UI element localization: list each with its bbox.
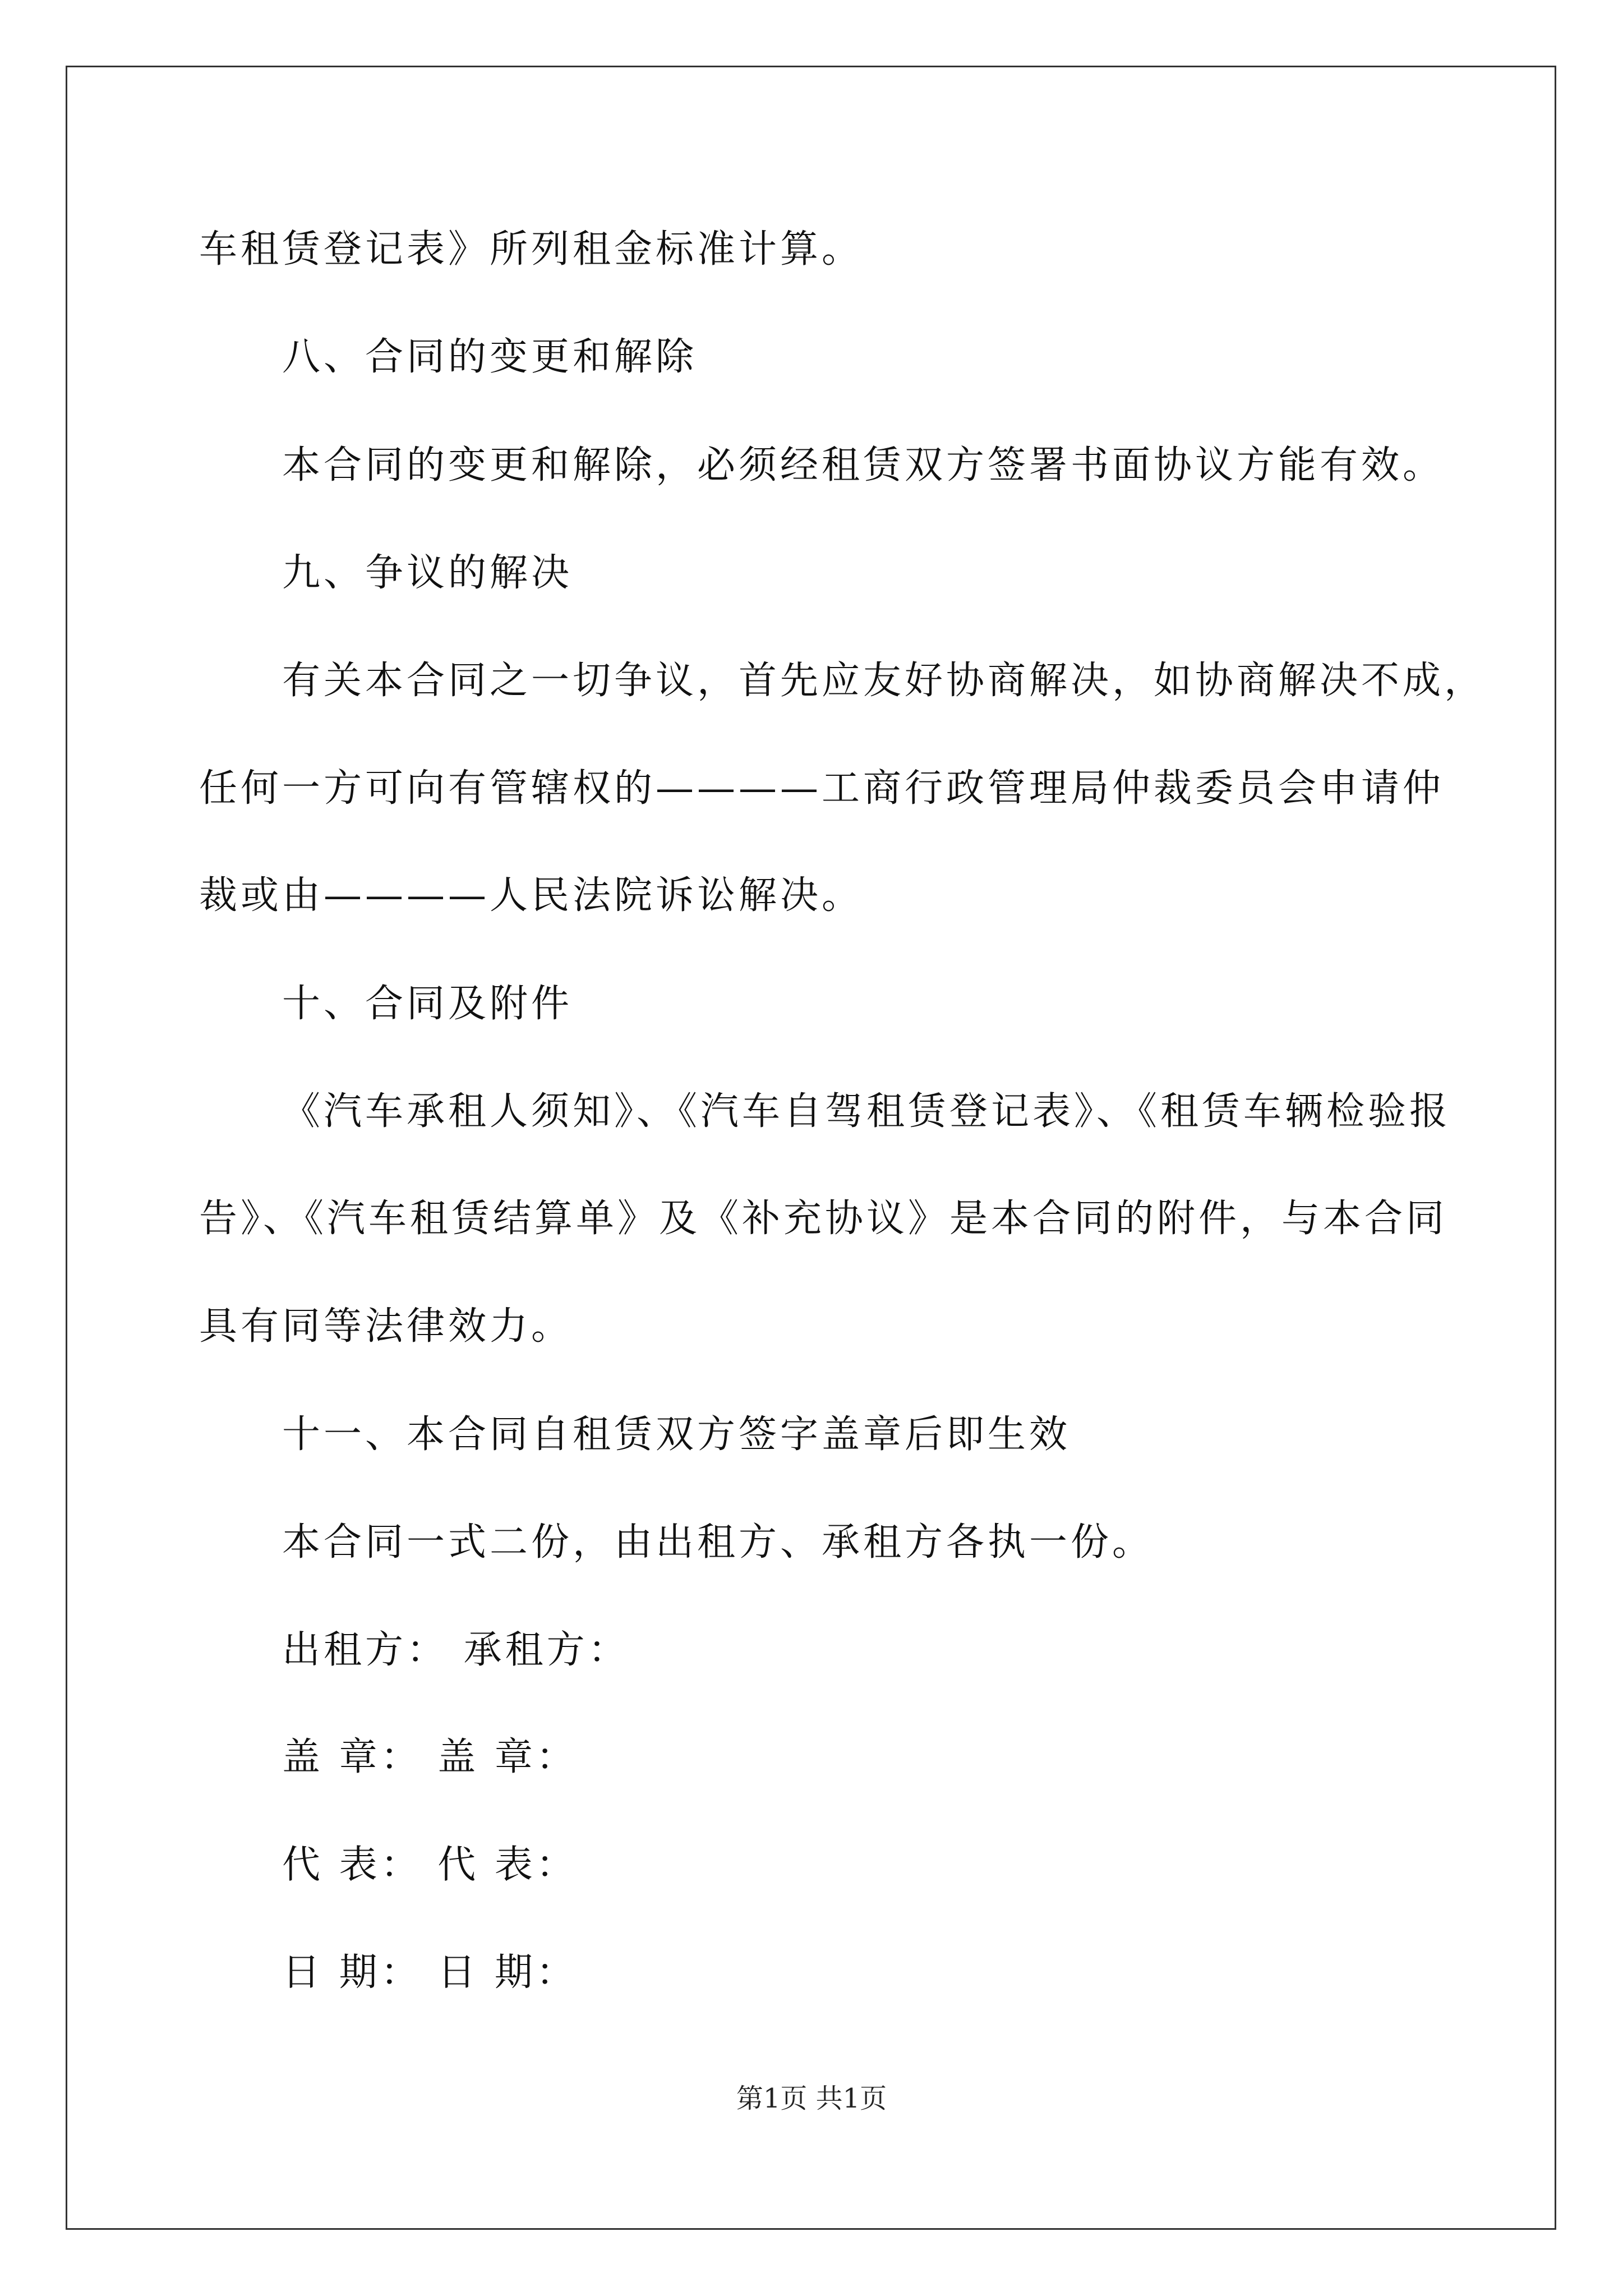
section-heading-8: 八、合同的变更和解除	[282, 335, 698, 379]
paragraph-line: 任何一方可向有管辖权的————工商行政管理局仲裁委员会申请仲	[199, 766, 1445, 811]
paragraph-line: 具有同等法律效力。	[199, 1304, 573, 1349]
paragraph-line: 有关本合同之一切争议，首先应友好协商解决，如协商解决不成，	[282, 659, 1486, 703]
section-heading-10: 十、合同及附件	[282, 982, 573, 1026]
page-frame	[66, 66, 1556, 2230]
paragraph-line: 《汽车承租人须知》、《汽车自驾租赁登记表》、《租赁车辆检验报	[282, 1089, 1451, 1134]
paragraph-line: 本合同一式二份，由出租方、承租方各执一份。	[282, 1520, 1154, 1565]
paragraph-line: 本合同的变更和解除，必须经租赁双方签署书面协议方能有效。	[282, 443, 1445, 487]
section-heading-11: 十一、本合同自租赁双方签字盖章后即生效	[282, 1412, 1071, 1457]
signature-party-row: 出租方： 承租方：	[282, 1628, 630, 1672]
signature-representative-row: 代 表： 代 表：	[282, 1843, 578, 1887]
signature-seal-row: 盖 章： 盖 章：	[282, 1735, 578, 1779]
paragraph-line: 告》、《汽车租赁结算单》及《补充协议》是本合同的附件，与本合同	[199, 1197, 1448, 1241]
paragraph-line: 裁或由————人民法院诉讼解决。	[199, 873, 864, 918]
section-heading-9: 九、争议的解决	[282, 551, 573, 595]
signature-date-row: 日 期： 日 期：	[282, 1950, 578, 1995]
paragraph-line: 车租赁登记表》所列租金标准计算。	[199, 227, 864, 272]
page-number-footer: 第1页 共1页	[736, 2083, 887, 2114]
